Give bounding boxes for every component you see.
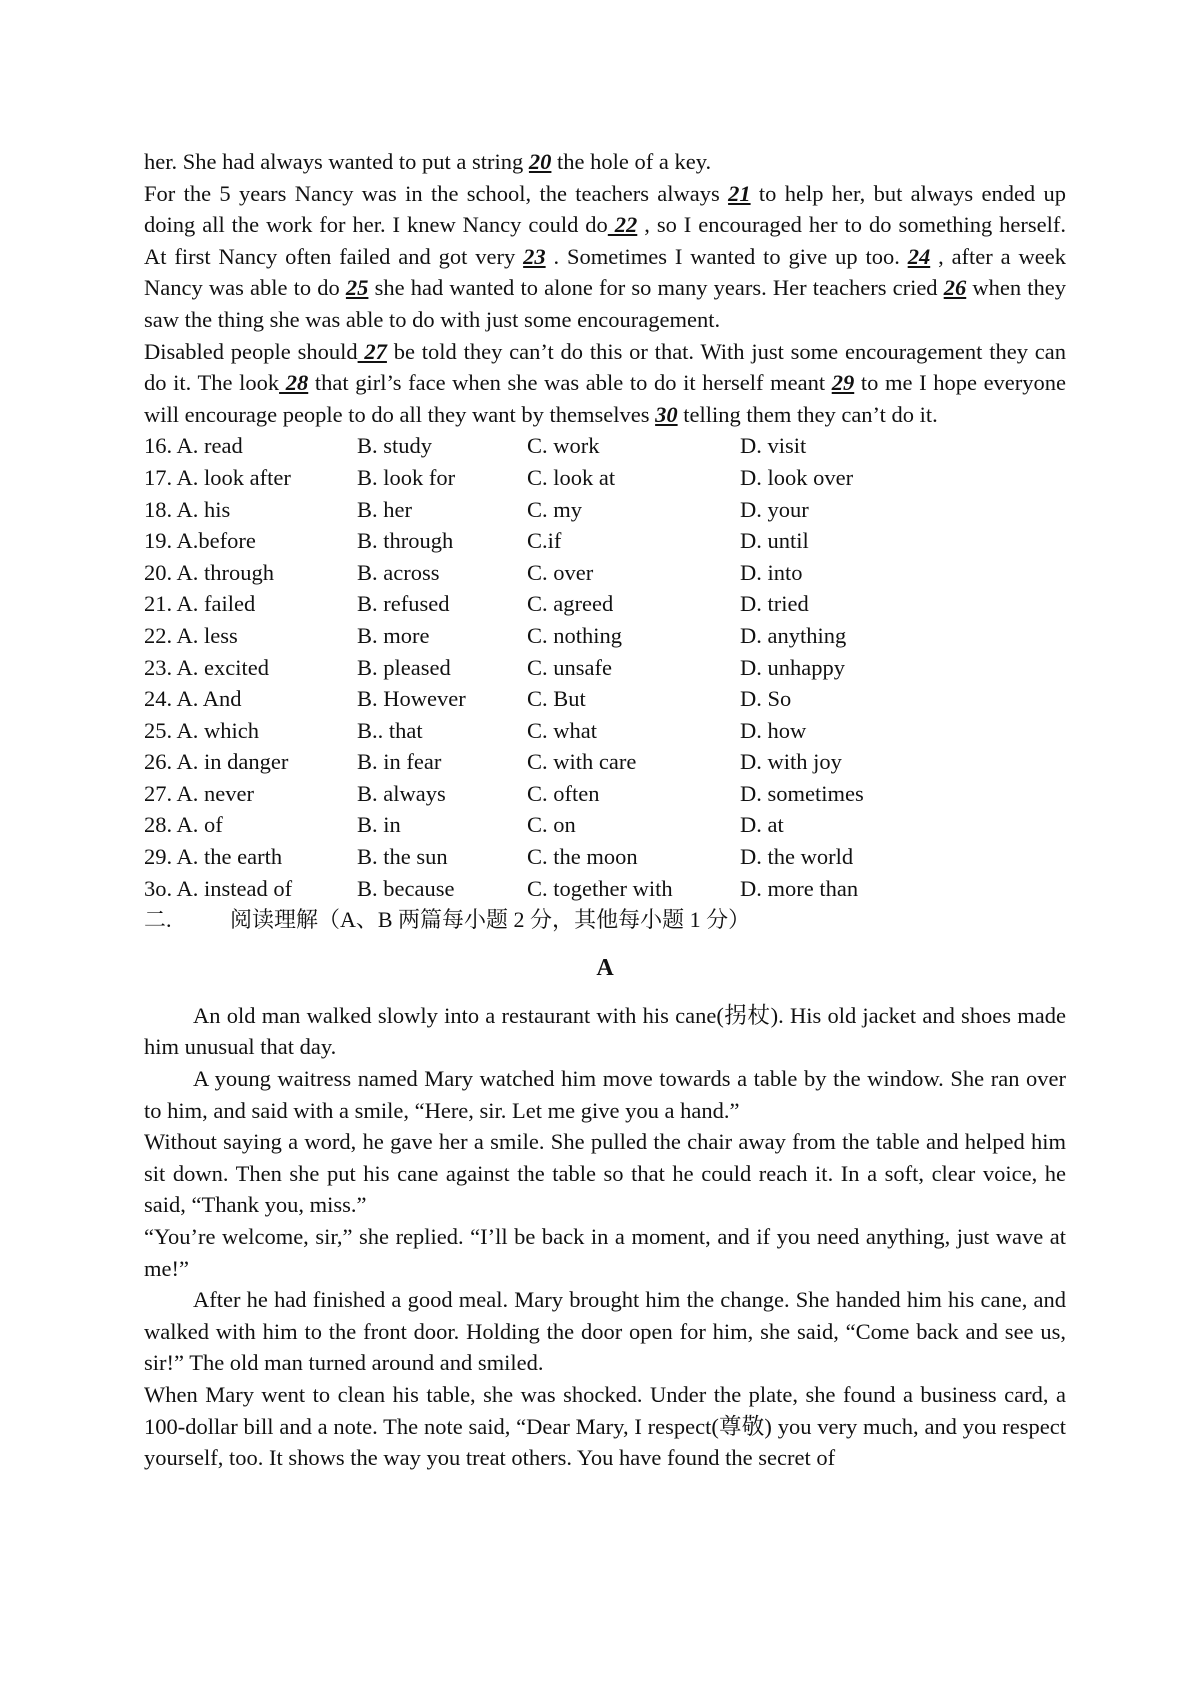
option-a: 20. A. through <box>144 559 275 585</box>
option-d: D. how <box>740 717 807 743</box>
option-row-24 <box>144 683 1066 715</box>
blank-21: 21 <box>728 180 751 206</box>
option-b: B. the sun <box>357 844 448 870</box>
option-a: 27. A. never <box>144 780 254 806</box>
option-row-22 <box>144 620 1066 652</box>
option-b: B. because <box>357 875 455 901</box>
option-d: D. tried <box>740 591 809 617</box>
text-run: . Sometimes I wanted to give up too. <box>545 243 908 269</box>
option-b: B. refused <box>357 591 450 617</box>
option-c: C. work <box>527 433 600 459</box>
passage-heading: A <box>596 954 614 981</box>
blank-29: 29 <box>831 370 855 396</box>
option-a: 26. A. in danger <box>144 749 289 775</box>
blank-28: 28 <box>279 370 309 396</box>
text-run: For the 5 years Nancy was in the school, the teachers always <box>144 180 729 206</box>
option-c: C. my <box>527 496 583 522</box>
text-run: she had wanted to alone for so many years. Her teachers cried <box>368 275 944 301</box>
option-c: C. over <box>527 559 594 585</box>
option-row-23 <box>144 652 1066 684</box>
option-c: C. what <box>527 717 597 743</box>
option-a: 3o. A. instead of <box>144 875 293 901</box>
option-d: D. the world <box>740 844 854 870</box>
text-run: that girl’s face when she was able to do it herself meant <box>308 370 832 396</box>
option-b: B. study <box>357 433 433 459</box>
option-d: D. into <box>740 559 803 585</box>
option-b: B. look for <box>357 464 456 490</box>
option-b: B. across <box>357 559 440 585</box>
option-a: 29. A. the earth <box>144 844 283 870</box>
blank-26: 26 <box>943 275 967 301</box>
blank-23: 23 <box>523 243 546 269</box>
option-a: 23. A. excited <box>144 654 269 680</box>
section-title: 阅读理解（A、B 两篇每小题 2 分，其他每小题 1 分） <box>230 907 751 933</box>
passage-paragraph-5: After he had finished a good meal. Mary brought him the change. She handed him his cane, and walked with him to the front door. Holding the door open for him, she said, “Come back and see us, sir!” The old man turned around and smiled. <box>144 1287 1066 1376</box>
option-row-21 <box>144 588 1066 620</box>
answer-options <box>144 430 1066 904</box>
option-c: C. agreed <box>527 591 614 617</box>
option-row-20 <box>144 557 1066 589</box>
blank-24: 24 <box>907 243 931 269</box>
option-d: D. sometimes <box>740 780 864 806</box>
option-c: C. But <box>527 686 586 712</box>
option-b: B. in fear <box>357 749 442 775</box>
option-a: 18. A. his <box>144 496 231 522</box>
option-d: D. your <box>740 496 809 522</box>
option-a: 22. A. less <box>144 622 238 648</box>
passage-paragraph-6: When Mary went to clean his table, she was shocked. Under the plate, she found a business card, a 100-dollar bill and a note. The note said, “Dear Mary, I respect(尊敬) you very much, and you respect yourself, too. It shows the way you treat others. You have found the secret of <box>144 1381 1066 1471</box>
option-d: D. anything <box>740 622 847 648</box>
option-d: D. visit <box>740 433 807 459</box>
option-row-27 <box>144 778 1066 810</box>
option-row-29 <box>144 841 1066 873</box>
option-c: C.if <box>527 528 562 554</box>
option-b: B. more <box>357 622 430 648</box>
passage-paragraph-4: “You’re welcome, sir,” she replied. “I’ll be back in a moment, and if you need anything, just wave at me!” <box>144 1224 1066 1281</box>
cloze-paragraph-1 <box>144 146 1066 178</box>
option-a: 24. A. And <box>144 686 242 712</box>
option-d: D. more than <box>740 875 859 901</box>
option-c: C. with care <box>527 749 637 775</box>
option-c: C. on <box>527 812 576 838</box>
cloze-paragraph-3 <box>144 336 1066 431</box>
text-run: be told they can’t do this or that. With just some encouragement they can do it. The look <box>144 338 1066 396</box>
option-d: D. So <box>740 686 792 712</box>
text-run: telling them they can’t do it. <box>677 401 938 427</box>
section-number: 二. <box>144 907 172 933</box>
option-row-28 <box>144 809 1066 841</box>
option-c: C. together with <box>527 875 673 901</box>
passage-paragraph-2: A young waitress named Mary watched him move towards a table by the window. She ran over to him, and said with a smile, “Here, sir. Let me give you a hand.” <box>144 1066 1066 1123</box>
option-a: 28. A. of <box>144 812 223 838</box>
text-run: her. She had always wanted to put a string <box>144 149 529 174</box>
option-d: D. until <box>740 528 809 554</box>
option-d: D. at <box>740 812 784 838</box>
option-c: C. nothing <box>527 622 623 648</box>
option-a: 21. A. failed <box>144 591 256 617</box>
text-run: to help her, but always ended up doing all the work for her. I knew Nancy could do <box>144 180 1067 238</box>
text-run: when they saw the thing she was able to do with just some encouragement. <box>144 275 1066 332</box>
option-a: 17. A. look after <box>144 464 291 490</box>
option-a: 19. A.before <box>144 528 256 554</box>
option-c: C. the moon <box>527 844 638 870</box>
option-a: 25. A. which <box>144 717 259 743</box>
option-row-26 <box>144 746 1066 778</box>
blank-27: 27 <box>357 338 387 364</box>
option-c: C. look at <box>527 464 616 490</box>
option-row-30 <box>144 873 1066 905</box>
text-run: the hole of a key. <box>551 149 712 174</box>
option-b: B. in <box>357 812 401 838</box>
blank-30: 30 <box>655 401 678 427</box>
blank-20: 20 <box>528 149 552 174</box>
document-page <box>144 146 1066 1474</box>
text-run: , so I encouraged her to do something herself. At first Nancy often failed and got very <box>144 212 1067 269</box>
option-b: B. However <box>357 686 466 712</box>
option-a: 16. A. read <box>144 433 243 459</box>
cloze-paragraph-2 <box>144 178 1066 336</box>
section-header <box>144 904 1066 936</box>
option-d: D. unhappy <box>740 654 845 680</box>
option-d: D. look over <box>740 464 854 490</box>
option-row-18 <box>144 494 1066 526</box>
option-c: C. unsafe <box>527 654 612 680</box>
passage-paragraph-3: Without saying a word, he gave her a smile. She pulled the chair away from the table and helped him sit down. Then she put his cane against the table so that he could reach it. In a soft, clear voice, he said, “Thank you, miss.” <box>144 1129 1066 1218</box>
option-b: B. her <box>357 496 412 522</box>
text-run: to me I hope everyone will encourage people to do all they want by themselves <box>144 370 1067 427</box>
blank-25: 25 <box>345 275 369 301</box>
passage-paragraph-1: An old man walked slowly into a restaurant with his cane(拐杖). His old jacket and shoes made him unusual that day. <box>144 1002 1066 1060</box>
option-row-16 <box>144 430 1066 462</box>
option-d: D. with joy <box>740 749 842 775</box>
text-run: , after a week Nancy was able to do <box>144 243 1066 301</box>
option-b: B.. that <box>357 717 423 743</box>
option-row-25 <box>144 715 1066 747</box>
option-c: C. often <box>527 780 600 806</box>
text-run: Disabled people should <box>144 338 358 364</box>
blank-22: 22 <box>607 212 638 238</box>
option-b: B. pleased <box>357 654 451 680</box>
option-b: B. through <box>357 528 454 554</box>
option-row-19 <box>144 525 1066 557</box>
option-row-17 <box>144 462 1066 494</box>
option-b: B. always <box>357 780 446 806</box>
